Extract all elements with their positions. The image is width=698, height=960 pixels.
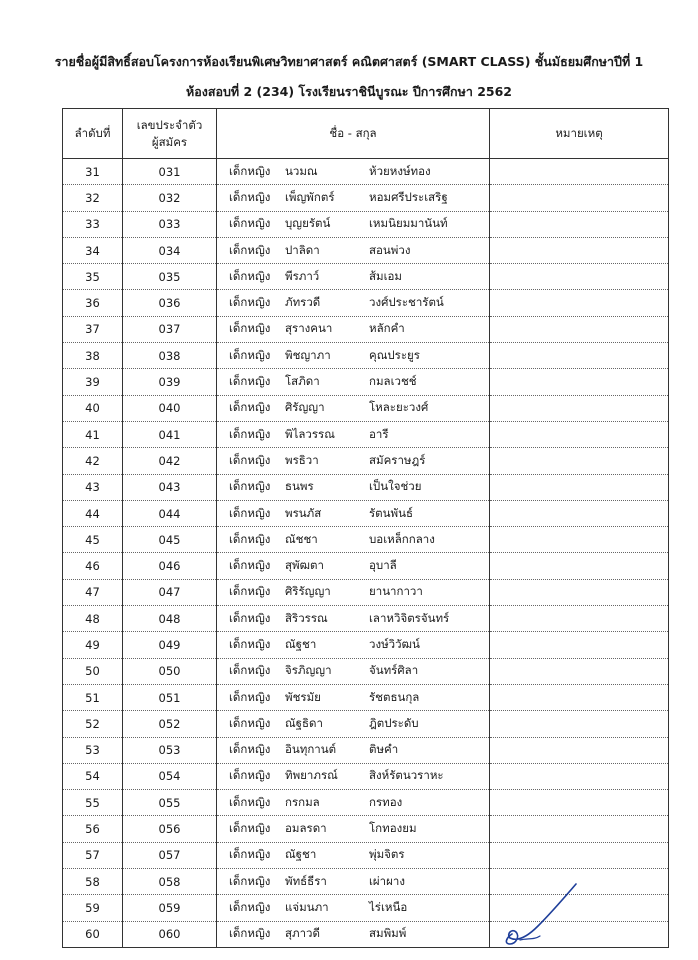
row-applicant-id: 043 <box>123 474 217 500</box>
table-row <box>63 316 669 342</box>
row-last-name: เผ่าผาง <box>369 873 405 888</box>
row-order: 53 <box>63 737 123 763</box>
row-order: 47 <box>63 579 123 605</box>
row-last-name: กมลเวชช์ <box>369 374 417 389</box>
row-remark <box>490 816 669 842</box>
row-order: 31 <box>63 159 123 185</box>
row-last-name: อารี <box>369 426 389 441</box>
signature <box>498 878 584 948</box>
row-last-name: สมพิมพ์ <box>369 926 407 941</box>
row-applicant-id: 050 <box>123 658 217 684</box>
table-row <box>63 579 669 605</box>
row-remark <box>490 421 669 447</box>
row-order: 35 <box>63 264 123 290</box>
row-order: 54 <box>63 763 123 789</box>
row-prefix: เด็กหญิง <box>229 794 271 809</box>
row-prefix: เด็กหญิง <box>229 847 271 862</box>
candidate-table <box>62 108 669 948</box>
row-remark <box>490 159 669 185</box>
row-first-name: เพ็ญพักตร์ <box>285 189 335 204</box>
row-last-name: โหละยะวงศ์ <box>369 400 429 415</box>
row-prefix: เด็กหญิง <box>229 873 271 888</box>
row-first-name: แจ่มนภา <box>285 899 329 914</box>
row-full-name <box>217 553 490 579</box>
row-applicant-id: 041 <box>123 421 217 447</box>
row-first-name: บุญยรัตน์ <box>285 216 331 231</box>
row-order: 43 <box>63 474 123 500</box>
row-last-name: ห้วยหงษ์ทอง <box>369 163 431 178</box>
row-remark <box>490 711 669 737</box>
row-last-name: หอมศรีประเสริฐ <box>369 189 448 204</box>
row-remark <box>490 290 669 316</box>
row-prefix: เด็กหญิง <box>229 610 271 625</box>
header-remark: หมายเหตุ <box>490 109 669 159</box>
row-remark <box>490 553 669 579</box>
row-full-name <box>217 684 490 710</box>
row-first-name: สุพัฒตา <box>285 558 324 573</box>
row-remark <box>490 842 669 868</box>
row-prefix: เด็กหญิง <box>229 242 271 257</box>
row-first-name: กรกมล <box>285 794 320 809</box>
row-prefix: เด็กหญิง <box>229 321 271 336</box>
row-applicant-id: 049 <box>123 632 217 658</box>
row-applicant-id: 044 <box>123 500 217 526</box>
row-full-name <box>217 711 490 737</box>
row-remark <box>490 448 669 474</box>
table-row <box>63 711 669 737</box>
row-order: 51 <box>63 684 123 710</box>
row-remark <box>490 527 669 553</box>
row-remark <box>490 579 669 605</box>
row-last-name: โกทองยม <box>369 821 417 836</box>
row-remark <box>490 211 669 237</box>
row-order: 58 <box>63 869 123 895</box>
table-row <box>63 842 669 868</box>
row-applicant-id: 035 <box>123 264 217 290</box>
row-prefix: เด็กหญิง <box>229 295 271 310</box>
row-full-name <box>217 869 490 895</box>
row-order: 52 <box>63 711 123 737</box>
row-remark <box>490 185 669 211</box>
row-first-name: สุภาวดี <box>285 926 320 941</box>
row-first-name: พีรภาว์ <box>285 268 320 283</box>
row-last-name: อุบาลี <box>369 558 397 573</box>
row-order: 60 <box>63 921 123 947</box>
table-row <box>63 500 669 526</box>
row-last-name: วงศ์ประชารัตน์ <box>369 295 444 310</box>
row-first-name: ภัทรวดี <box>285 295 321 310</box>
table-row <box>63 343 669 369</box>
row-applicant-id: 057 <box>123 842 217 868</box>
row-order: 42 <box>63 448 123 474</box>
row-first-name: โสภิดา <box>285 374 320 389</box>
row-prefix: เด็กหญิง <box>229 663 271 678</box>
row-remark <box>490 658 669 684</box>
row-applicant-id: 058 <box>123 869 217 895</box>
row-applicant-id: 033 <box>123 211 217 237</box>
row-full-name <box>217 343 490 369</box>
row-order: 49 <box>63 632 123 658</box>
row-full-name <box>217 421 490 447</box>
header-id-line1: เลขประจำตัว <box>136 118 203 133</box>
table-row <box>63 290 669 316</box>
row-last-name: รัชตธนกุล <box>369 689 420 704</box>
row-first-name: พรธิวา <box>285 452 319 467</box>
row-applicant-id: 048 <box>123 606 217 632</box>
row-full-name <box>217 159 490 185</box>
row-prefix: เด็กหญิง <box>229 899 271 914</box>
row-first-name: ธนพร <box>285 479 314 494</box>
row-order: 56 <box>63 816 123 842</box>
row-prefix: เด็กหญิง <box>229 742 271 757</box>
row-last-name: กรทอง <box>369 794 403 809</box>
row-last-name: ไร่เหนือ <box>369 899 408 914</box>
row-applicant-id: 052 <box>123 711 217 737</box>
row-full-name <box>217 763 490 789</box>
row-full-name <box>217 237 490 263</box>
table-row <box>63 527 669 553</box>
row-first-name: สิริวรรณ <box>285 610 328 625</box>
row-applicant-id: 039 <box>123 369 217 395</box>
row-remark <box>490 474 669 500</box>
row-applicant-id: 054 <box>123 763 217 789</box>
table-row <box>63 763 669 789</box>
row-last-name: ฎิตประดับ <box>369 715 419 730</box>
row-order: 44 <box>63 500 123 526</box>
row-last-name: ยานากาวา <box>369 584 423 599</box>
row-applicant-id: 037 <box>123 316 217 342</box>
row-first-name: พิชญาภา <box>285 347 331 362</box>
row-full-name <box>217 264 490 290</box>
row-last-name: สมัคราษฎร์ <box>369 452 426 467</box>
row-last-name: พุ่มจิตร <box>369 847 405 862</box>
table-row <box>63 448 669 474</box>
row-full-name <box>217 816 490 842</box>
row-first-name: อมลรดา <box>285 821 327 836</box>
row-applicant-id: 059 <box>123 895 217 921</box>
row-full-name <box>217 316 490 342</box>
row-last-name: รัตนพันธ์ <box>369 505 413 520</box>
row-prefix: เด็กหญิง <box>229 636 271 651</box>
row-order: 55 <box>63 790 123 816</box>
row-order: 41 <box>63 421 123 447</box>
table-row <box>63 211 669 237</box>
table-row <box>63 185 669 211</box>
row-first-name: ศิรัญญา <box>285 400 325 415</box>
row-first-name: พัชรมัย <box>285 689 321 704</box>
row-prefix: เด็กหญิง <box>229 216 271 231</box>
row-last-name: เป็นใจช่วย <box>369 479 422 494</box>
row-order: 59 <box>63 895 123 921</box>
row-full-name <box>217 658 490 684</box>
row-first-name: ณัชชา <box>285 531 318 546</box>
row-prefix: เด็กหญิง <box>229 689 271 704</box>
table-row <box>63 159 669 185</box>
table-row <box>63 395 669 421</box>
table-row <box>63 606 669 632</box>
row-full-name <box>217 395 490 421</box>
row-order: 37 <box>63 316 123 342</box>
row-full-name <box>217 448 490 474</box>
row-prefix: เด็กหญิง <box>229 768 271 783</box>
table-row <box>63 737 669 763</box>
row-first-name: อินทุกานต์ <box>285 742 337 757</box>
row-remark <box>490 632 669 658</box>
row-prefix: เด็กหญิง <box>229 821 271 836</box>
row-applicant-id: 046 <box>123 553 217 579</box>
table-row <box>63 421 669 447</box>
row-applicant-id: 032 <box>123 185 217 211</box>
row-full-name <box>217 579 490 605</box>
row-last-name: เหมนิยมมานันท์ <box>369 216 448 231</box>
table-row <box>63 369 669 395</box>
row-remark <box>490 369 669 395</box>
row-full-name <box>217 606 490 632</box>
row-first-name: จิรภิญญา <box>285 663 332 678</box>
row-prefix: เด็กหญิง <box>229 400 271 415</box>
row-full-name <box>217 527 490 553</box>
header-applicant-id <box>123 109 217 159</box>
row-first-name: ปาลิดา <box>285 242 320 257</box>
row-last-name: สอนพ่วง <box>369 242 411 257</box>
row-prefix: เด็กหญิง <box>229 163 271 178</box>
row-order: 46 <box>63 553 123 579</box>
row-full-name <box>217 895 490 921</box>
row-applicant-id: 055 <box>123 790 217 816</box>
row-prefix: เด็กหญิง <box>229 505 271 520</box>
row-order: 50 <box>63 658 123 684</box>
row-remark <box>490 500 669 526</box>
row-last-name: เลาหวิจิตรจันทร์ <box>369 610 450 625</box>
row-order: 38 <box>63 343 123 369</box>
row-applicant-id: 060 <box>123 921 217 947</box>
row-remark <box>490 763 669 789</box>
row-first-name: ณัฐชา <box>285 847 317 862</box>
row-first-name: พิไลวรรณ <box>285 426 335 441</box>
row-prefix: เด็กหญิง <box>229 584 271 599</box>
row-full-name <box>217 921 490 947</box>
row-order: 39 <box>63 369 123 395</box>
row-order: 48 <box>63 606 123 632</box>
row-last-name: สิงห์รัตนวราหะ <box>369 768 444 783</box>
row-full-name <box>217 737 490 763</box>
table-row <box>63 264 669 290</box>
table-row <box>63 684 669 710</box>
row-remark <box>490 237 669 263</box>
row-first-name: พัทธ์ธีรา <box>285 873 327 888</box>
row-prefix: เด็กหญิง <box>229 268 271 283</box>
header-id-line2: ผู้สมัคร <box>151 134 188 149</box>
row-remark <box>490 737 669 763</box>
row-applicant-id: 031 <box>123 159 217 185</box>
row-first-name: ณัฐธิดา <box>285 715 323 730</box>
row-first-name: สุรางคนา <box>285 321 333 336</box>
table-row <box>63 658 669 684</box>
row-prefix: เด็กหญิง <box>229 426 271 441</box>
row-order: 32 <box>63 185 123 211</box>
row-order: 36 <box>63 290 123 316</box>
row-remark <box>490 395 669 421</box>
row-first-name: ณัฐชา <box>285 636 317 651</box>
row-last-name: หลักคำ <box>369 321 405 336</box>
row-applicant-id: 045 <box>123 527 217 553</box>
row-prefix: เด็กหญิง <box>229 531 271 546</box>
row-applicant-id: 053 <box>123 737 217 763</box>
document-title: รายชื่อผู้มีสิทธิ์สอบโครงการห้องเรียนพิเศษวิทยาศาสตร์ คณิตศาสตร์ (SMART CLASS) ชั้นมัธยมศึกษาปีที่ 1 <box>54 54 644 69</box>
table-row <box>63 790 669 816</box>
header-order: ลำดับที่ <box>63 109 123 159</box>
row-full-name <box>217 790 490 816</box>
row-full-name <box>217 632 490 658</box>
row-first-name: นวมณ <box>285 163 318 178</box>
row-last-name: ส้มเอม <box>369 268 403 283</box>
row-last-name: ติษคำ <box>369 742 399 757</box>
row-full-name <box>217 290 490 316</box>
row-remark <box>490 343 669 369</box>
table-row <box>63 816 669 842</box>
row-applicant-id: 042 <box>123 448 217 474</box>
row-applicant-id: 051 <box>123 684 217 710</box>
row-last-name: คุณประยูร <box>369 347 420 362</box>
row-last-name: บอเหล็กกลาง <box>369 531 435 546</box>
table-row <box>63 632 669 658</box>
document-subtitle: ห้องสอบที่ 2 (234) โรงเรียนราชินีบูรณะ ปีการศึกษา 2562 <box>185 84 513 99</box>
table-row <box>63 553 669 579</box>
row-prefix: เด็กหญิง <box>229 715 271 730</box>
row-prefix: เด็กหญิง <box>229 479 271 494</box>
row-full-name <box>217 500 490 526</box>
row-full-name <box>217 474 490 500</box>
row-last-name: วงษ์วิวัฒน์ <box>369 636 420 651</box>
row-order: 34 <box>63 237 123 263</box>
row-prefix: เด็กหญิง <box>229 347 271 362</box>
row-remark <box>490 790 669 816</box>
row-applicant-id: 034 <box>123 237 217 263</box>
row-prefix: เด็กหญิง <box>229 189 271 204</box>
row-prefix: เด็กหญิง <box>229 558 271 573</box>
row-remark <box>490 684 669 710</box>
row-remark <box>490 316 669 342</box>
table-row <box>63 474 669 500</box>
row-applicant-id: 040 <box>123 395 217 421</box>
row-first-name: พรนภัส <box>285 505 322 520</box>
row-prefix: เด็กหญิง <box>229 926 271 941</box>
row-full-name <box>217 211 490 237</box>
row-order: 33 <box>63 211 123 237</box>
row-applicant-id: 047 <box>123 579 217 605</box>
row-prefix: เด็กหญิง <box>229 374 271 389</box>
row-applicant-id: 038 <box>123 343 217 369</box>
table-row <box>63 237 669 263</box>
row-order: 57 <box>63 842 123 868</box>
row-order: 40 <box>63 395 123 421</box>
row-order: 45 <box>63 527 123 553</box>
row-applicant-id: 056 <box>123 816 217 842</box>
signature-stroke <box>506 884 576 944</box>
table-header-row <box>63 109 669 159</box>
row-remark <box>490 606 669 632</box>
row-prefix: เด็กหญิง <box>229 452 271 467</box>
header-name: ชื่อ - สกุล <box>217 109 490 159</box>
row-applicant-id: 036 <box>123 290 217 316</box>
row-full-name <box>217 842 490 868</box>
row-full-name <box>217 185 490 211</box>
row-first-name: ทิพยาภรณ์ <box>285 768 338 783</box>
row-last-name: จันทร์ศิลา <box>369 663 419 678</box>
row-full-name <box>217 369 490 395</box>
row-remark <box>490 264 669 290</box>
row-first-name: ศิริรัญญา <box>285 584 331 599</box>
